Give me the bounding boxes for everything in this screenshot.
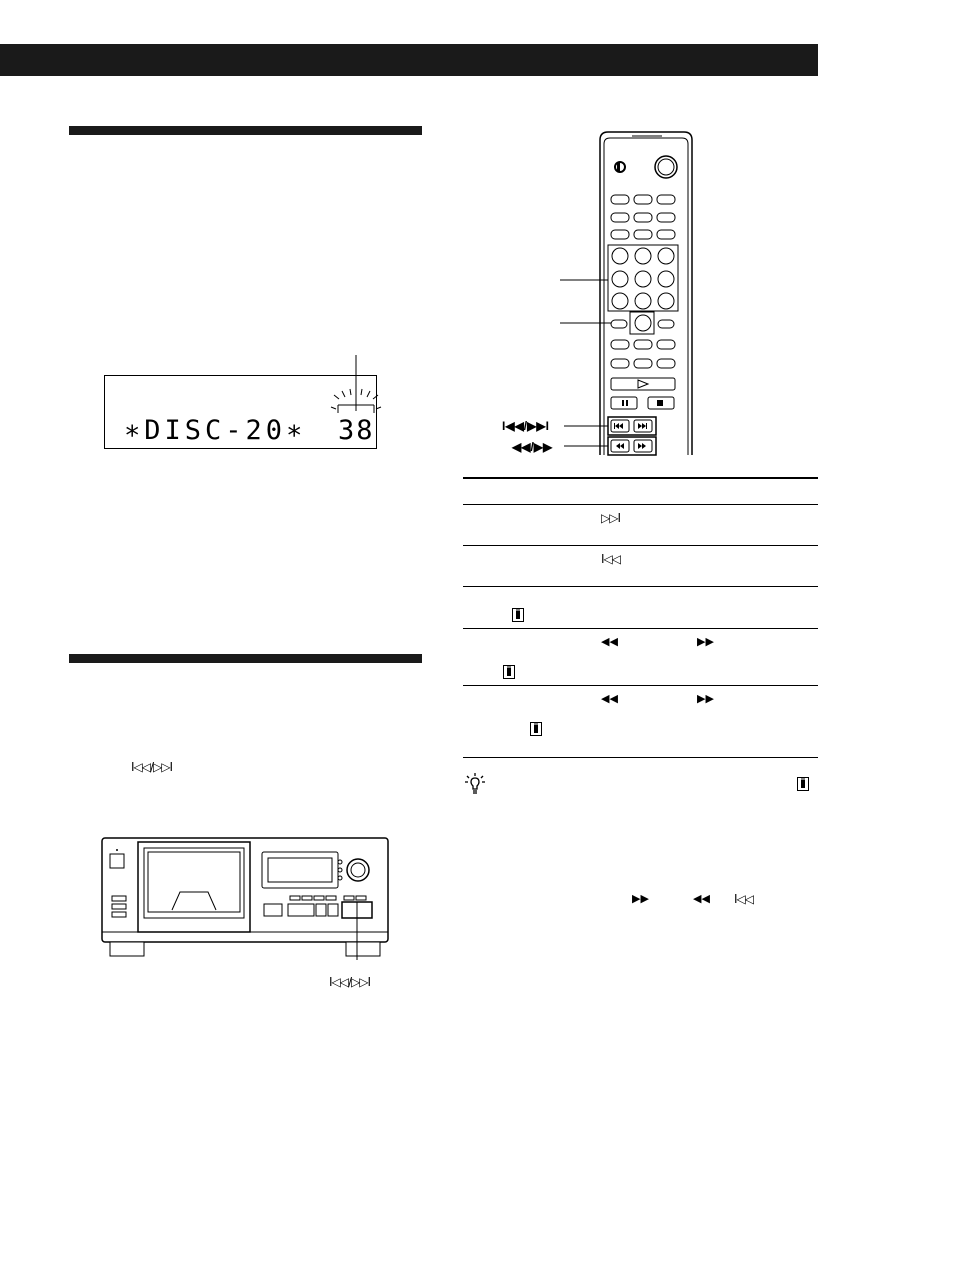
display-track-number: 38 bbox=[338, 415, 375, 446]
skip-buttons-callout-label: I◁◁/▷▷I bbox=[329, 975, 371, 989]
display-disc-text: ∗DISC-20∗ bbox=[124, 415, 307, 446]
table-row5-ff-symbol: ▶▶ bbox=[697, 692, 714, 705]
table-row2-symbol: I◁◁ bbox=[601, 552, 620, 566]
remote-icon bbox=[512, 608, 524, 622]
page-header-bar bbox=[0, 44, 818, 76]
section-rule-top bbox=[69, 126, 422, 135]
section-rule-middle bbox=[69, 654, 422, 663]
tip-skip-symbol: I◁◁ bbox=[734, 892, 753, 906]
tip-rewind-symbol: ◀◀ bbox=[693, 892, 710, 905]
table-row4-rewind-symbol: ◀◀ bbox=[601, 635, 618, 648]
skip-buttons-inline-label: I◁◁/▷▷I bbox=[131, 760, 173, 774]
table-row5-rewind-symbol: ◀◀ bbox=[601, 692, 618, 705]
table-row-rule-3 bbox=[463, 628, 818, 629]
table-bottom-rule bbox=[463, 757, 818, 758]
table-row1-symbol: ▷▷I bbox=[601, 511, 620, 525]
cd-player-illustration bbox=[100, 836, 390, 960]
table-row4-ff-symbol: ▶▶ bbox=[697, 635, 714, 648]
remote-icon bbox=[797, 777, 809, 791]
table-top-rule bbox=[463, 477, 818, 479]
remote-skip-label: I◀◀/▶▶I bbox=[502, 419, 549, 433]
display-flash-indicator bbox=[328, 355, 384, 417]
remote-icon bbox=[503, 665, 515, 679]
tip-ff-symbol: ▶▶ bbox=[632, 892, 649, 905]
table-row-rule-2 bbox=[463, 586, 818, 587]
table-header-rule bbox=[463, 504, 818, 505]
remote-icon bbox=[530, 722, 542, 736]
table-row-rule-4 bbox=[463, 685, 818, 686]
remote-search-label: ◀◀/▶▶ bbox=[512, 440, 553, 454]
tip-lightbulb-icon bbox=[464, 773, 486, 797]
remote-control-illustration bbox=[560, 130, 700, 456]
table-row-rule-1 bbox=[463, 545, 818, 546]
